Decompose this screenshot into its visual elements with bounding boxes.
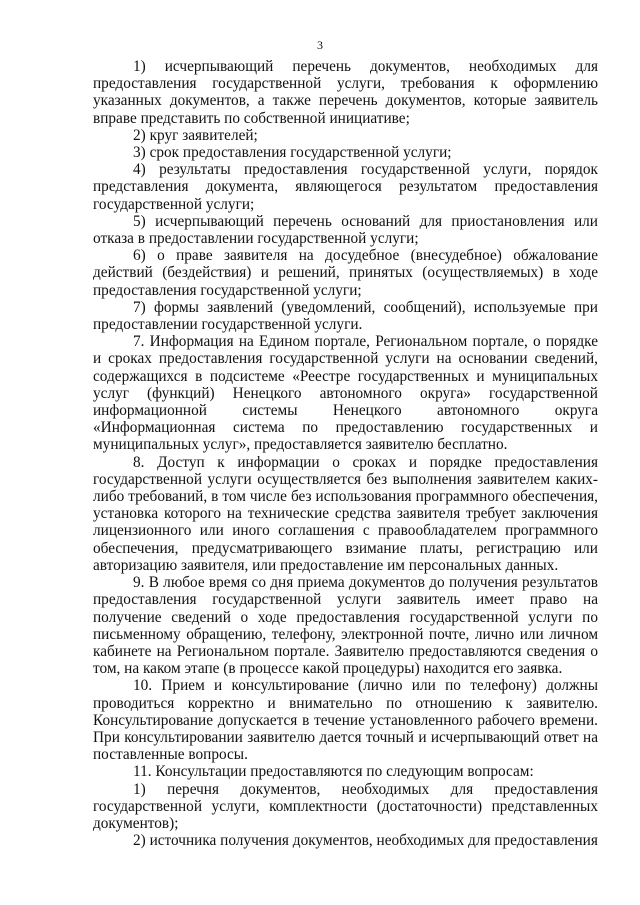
paragraph-item-4: 4) результаты предоставления государственной услуги, порядок представления документа, являющегося результатом предоставления государственной услуги; — [93, 161, 598, 213]
paragraph-item-7: 7) формы заявлений (уведомлений, сообщений), используемые при предоставлении государственной услуги. — [93, 298, 598, 334]
paragraph-section-7: 7. Информация на Едином портале, Региональном портале, о порядке и сроках предоставления государственной услуги на основании сведений, содержащихся в подсистеме «Реестре государственных и муниципальных услуг (функций) Ненецкого автономного округа» государственной информационной системы Ненецкого автономного округа «Информационная система по предоставлению государственных и муниципальных услуг», предоставляется заявителю бесплатно. — [93, 333, 598, 454]
document-body — [93, 58, 598, 849]
paragraph-item-3: 3) срок предоставления государственной услуги; — [133, 144, 452, 162]
paragraph-section-9: 9. В любое время со дня приема документов до получения результатов предоставления государственной услуги заявитель имеет право на получение сведений о ходе предоставления государственной услуги по письменному обращению, телефону, электронной почте, лично или личном кабинете на Региональном портале. Заявителю предоставляются сведения о том, на каком этапе (в процессе какой процедуры) находится его заявка. — [93, 574, 598, 678]
paragraph-section-10: 10. Прием и консультирование (лично или по телефону) должны проводиться корректно и внимательно по отношению к заявителю. Консультирование допускается в течение установленного рабочего времени. При консультировании заявителю дается точный и исчерпывающий ответ на поставленные вопросы. — [93, 677, 598, 764]
paragraph-subitem-2: 2) источника получения документов, необходимых для предоставления — [133, 832, 598, 850]
paragraph-subitem-1: 1) перечня документов, необходимых для предоставления государственной услуги, комплектности (достаточности) представленных документов); — [93, 780, 598, 832]
page-number: 3 — [317, 38, 323, 52]
paragraph-item-5: 5) исчерпывающий перечень оснований для приостановления или отказа в предоставлении государственной услуги; — [93, 212, 598, 248]
paragraph-item-1: 1) исчерпывающий перечень документов, необходимых для предоставления государственной услуги, требования к оформлению указанных документов, а также перечень документов, которые заявитель вправе представить по собственной инициативе; — [93, 58, 598, 127]
paragraph-item-2: 2) круг заявителей; — [133, 126, 258, 144]
paragraph-section-8: 8. Доступ к информации о сроках и порядке предоставления государственной услуги осуществляется без выполнения заявителем каких-либо требований, в том числе без использования программного обеспечения, установка которого на технические средства заявителя требует заключения лицензионного или иного соглашения с правообладателем программного обеспечения, предусматривающего взимание платы, регистрацию или авторизацию заявителя, или предоставление им персональных данных. — [93, 453, 598, 574]
paragraph-section-11: 11. Консультации предоставляются по следующим вопросам: — [133, 763, 534, 781]
paragraph-item-6: 6) о праве заявителя на досудебное (внесудебное) обжалование действий (бездействия) и решений, принятых (осуществляемых) в ходе предоставления государственной услуги; — [93, 247, 598, 299]
